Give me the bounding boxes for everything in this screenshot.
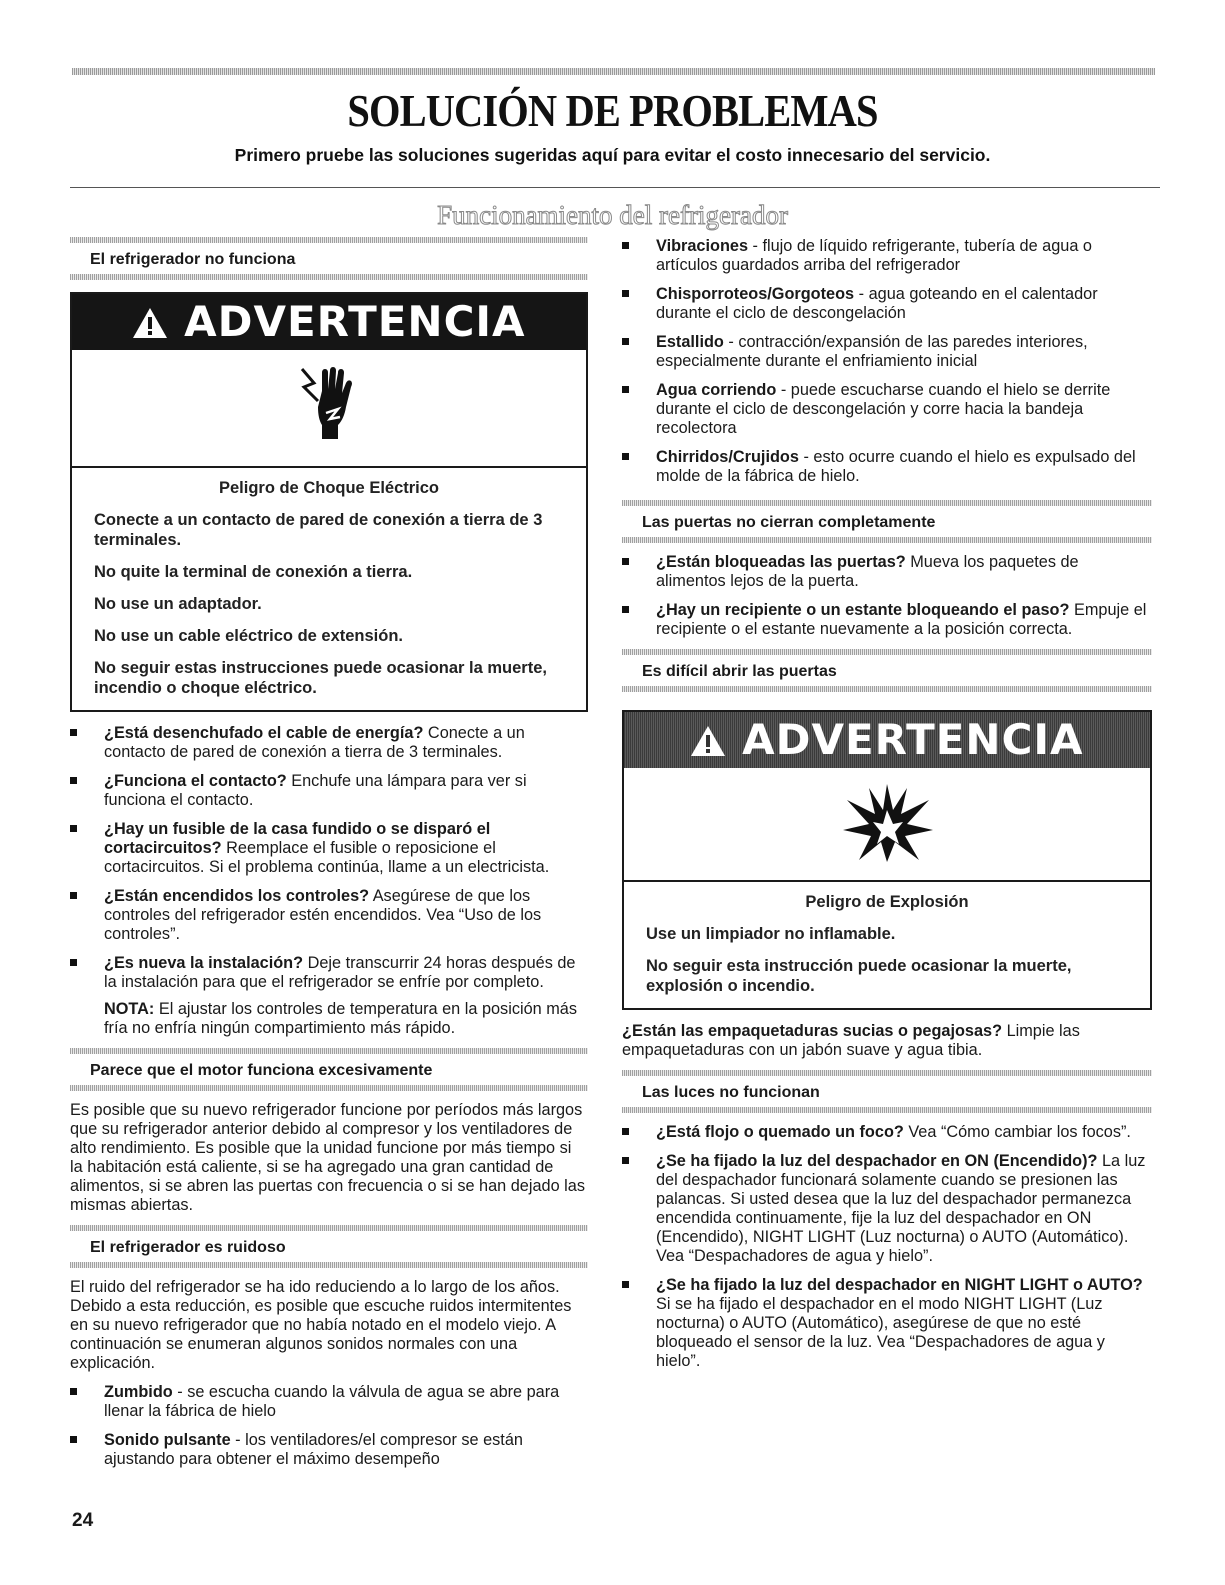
list-item: ¿Hay un fusible de la casa fundido o se disparó el cortacircuitos? Reemplace el fusible o reposicione el cortacircuitos. Si el problema continúa, llame a un electricista.	[70, 820, 588, 877]
list-item: Chisporroteos/Gorgoteos - agua goteando en el calentador durante el ciclo de descongelación	[622, 285, 1152, 323]
warning-box-shock	[70, 292, 588, 712]
subheading-abrir: Es difícil abrir las puertas	[622, 649, 1152, 692]
warning-line: No seguir estas instrucciones puede ocasionar la muerte, incendio o choque eléctrico.	[94, 659, 547, 697]
gasket-paragraph: ¿Están las empaquetaduras sucias o pegajosas? Limpie las empaquetaduras con un jabón suave y agua tibia.	[622, 1022, 1080, 1059]
list-item: Agua corriendo - puede escucharse cuando el hielo se derrite durante el ciclo de descongelación y corre hacia la bandeja recolectora	[622, 381, 1152, 438]
page-number: 24	[72, 1510, 94, 1531]
page-subtitle: Primero pruebe las soluciones sugeridas aquí para evitar el costo innecesario del servicio.	[234, 145, 991, 165]
note: NOTA: El ajustar los controles de temperatura en la posición más fría no enfría ningún compartimiento más rápido.	[104, 1000, 577, 1037]
warning-triangle-icon	[132, 297, 184, 346]
list-item: Estallido - contracción/expansión de las paredes interiores, especialmente durante el enfriamiento inicial	[622, 333, 1152, 371]
section-title: Funcionamiento del refrigerador	[437, 200, 788, 230]
electric-shock-icon	[294, 361, 364, 456]
list-item: ¿Funciona el contacto? Enchufe una lámpara para ver si funciona el contacto.	[70, 772, 588, 810]
warning-header: ADVERTENCIA	[72, 294, 586, 350]
list-item: ¿Se ha fijado la luz del despachador en ON (Encendido)? La luz del despachador funcionará solamente cuando se presionen las palancas. Si usted desea que la luz del despachador permanezca encendida continuamente, fije la luz del despachador en ON (Encendido), NIGHT LIGHT (Luz nocturna) o AUTO (Automático). Vea “Despachadores de agua y hielo”.	[622, 1152, 1152, 1266]
hazard-title: Peligro de Explosión	[805, 893, 969, 911]
list-item: Zumbido - se escucha cuando la válvula de agua se abre para llenar la fábrica de hielo	[70, 1383, 588, 1421]
warning-header: ADVERTENCIA	[624, 712, 1150, 768]
checklist-no-funciona	[70, 724, 588, 992]
list-item: ¿Está desenchufado el cable de energía? Conecte a un contacto de pared de conexión a tierra de 3 terminales.	[70, 724, 588, 762]
right-column	[622, 237, 1152, 1381]
list-item: ¿Están bloqueadas las puertas? Mueva los paquetes de alimentos lejos de la puerta.	[622, 553, 1152, 591]
list-item: Vibraciones - flujo de líquido refrigerante, tubería de agua o artículos guardados arriba del refrigerador	[622, 237, 1152, 275]
warning-line: No quite la terminal de conexión a tierra.	[94, 563, 413, 581]
hazard-title: Peligro de Choque Eléctrico	[218, 479, 440, 497]
left-column	[70, 237, 588, 1479]
page-title: SOLUCIÓN DE PROBLEMAS	[347, 85, 878, 136]
subheading-motor: Parece que el motor funciona excesivamente	[70, 1048, 588, 1091]
subheading-ruidoso: El refrigerador es ruidoso	[70, 1225, 588, 1268]
warning-box-explosion	[622, 710, 1152, 1010]
subheading-puertas: Las puertas no cierran completamente	[622, 500, 1152, 543]
list-item: Chirridos/Crujidos - esto ocurre cuando el hielo es expulsado del molde de la fábrica de hielo.	[622, 448, 1152, 486]
list-item: ¿Se ha fijado la luz del despachador en NIGHT LIGHT o AUTO? Si se ha fijado el despachador en el modo NIGHT LIGHT (Luz nocturna) o AUTO (Automático), asegúrese de que no esté bloqueado el sensor de la luz. Vea “Despachadores de agua y hielo”.	[622, 1276, 1152, 1371]
explosion-icon	[837, 780, 937, 869]
list-item: ¿Es nueva la instalación? Deje transcurrir 24 horas después de la instalación para que el refrigerador se enfríe por completo.	[70, 954, 588, 992]
warning-line: No seguir esta instrucción puede ocasionar la muerte, explosión o incendio.	[646, 957, 1072, 995]
warning-triangle-icon	[690, 715, 742, 764]
top-decorative-band	[72, 68, 1155, 75]
warning-line: No use un adaptador.	[94, 595, 262, 613]
warning-line: Conecte a un contacto de pared de conexión a tierra de 3 terminales.	[94, 511, 543, 549]
header-divider	[70, 187, 1160, 188]
checklist-luces	[622, 1123, 1152, 1371]
list-item: ¿Hay un recipiente o un estante bloqueando el paso? Empuje el recipiente o el estante nuevamente a la posición correcta.	[622, 601, 1152, 639]
noise-list-left	[70, 1383, 588, 1469]
warning-line: Use un limpiador no inflamable.	[646, 925, 896, 943]
list-item: ¿Está flojo o quemado un foco? Vea “Cómo cambiar los focos”.	[622, 1123, 1152, 1142]
warning-line: No use un cable eléctrico de extensión.	[94, 627, 404, 645]
list-item: Sonido pulsante - los ventiladores/el compresor se están ajustando para obtener el máximo desempeño	[70, 1431, 588, 1469]
paragraph-ruidoso: El ruido del refrigerador se ha ido reduciendo a lo largo de los años. Debido a esta reducción, es posible que escuche ruidos intermitentes en su nuevo refrigerador que no había notado en el modelo viejo. A continuación se enumeran algunos sonidos normales con una explicación.	[70, 1278, 572, 1372]
checklist-puertas	[622, 553, 1152, 639]
noise-list-right	[622, 237, 1152, 486]
subheading-no-funciona: El refrigerador no funciona	[70, 237, 588, 280]
list-item: ¿Están encendidos los controles? Asegúrese de que los controles del refrigerador estén encendidos. Vea “Uso de los controles”.	[70, 887, 588, 944]
subheading-luces: Las luces no funcionan	[622, 1070, 1152, 1113]
paragraph-motor: Es posible que su nuevo refrigerador funcione por períodos más largos que su refrigerador anterior debido al compresor y los ventiladores de alto rendimiento. Es posible que la unidad funcione por más tiempo si la habitación está caliente, si se ha agregado una gran cantidad de alimentos, si se abren las puertas con frecuencia o si se han dejado las mismas abiertas.	[70, 1101, 585, 1214]
